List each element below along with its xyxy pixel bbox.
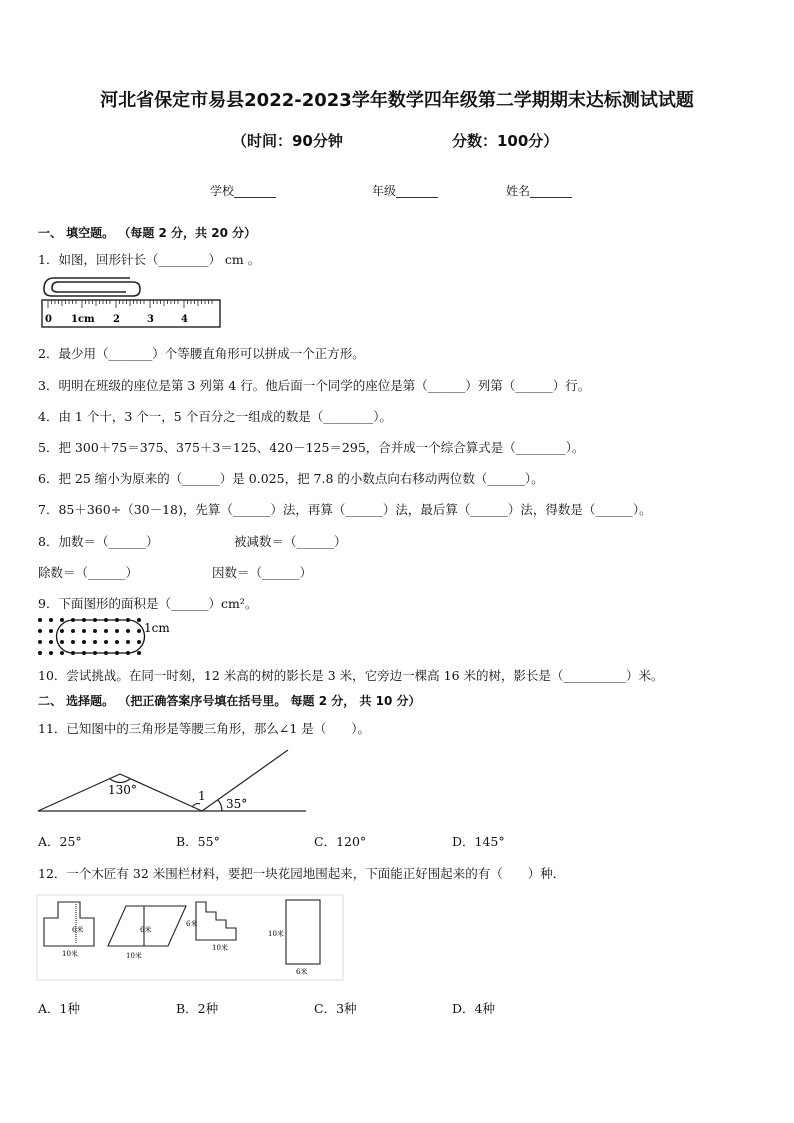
- option-12-c: C．3种: [314, 1001, 357, 1016]
- question-8-minuend: 被减数＝（______）: [234, 534, 347, 549]
- t-height-label: 6米: [72, 926, 84, 934]
- shape-staircase: [196, 902, 236, 940]
- grade-field: 年级_______: [372, 184, 439, 198]
- question-6: 6．把 25 缩小为原来的（______）是 0.025，把 7.8 的小数点向右移动两位数（______）。: [38, 471, 544, 486]
- question-11: 11．已知图中的三角形是等腰三角形，那么∠1 是（ ）。: [38, 721, 371, 736]
- top-angle-arc: [110, 779, 130, 783]
- stadium-shape: [57, 620, 145, 653]
- option-12-a: A．1种: [38, 1001, 80, 1016]
- dot-grid-figure: [36, 616, 186, 660]
- option-11-d: D．145°: [452, 834, 505, 849]
- question-10: 10．尝试挑战。在同一时刻，12 米高的树的影长是 3 米，它旁边一棵高 16 米的树，影长是（__________）米。: [38, 668, 664, 683]
- ruler-paperclip-figure: [38, 274, 228, 330]
- shape-t-polygon: [44, 902, 94, 946]
- question-7: 7．85＋360÷（30－18)，先算（______）法，再算（______）法，最后算（______）法，得数是（______）。: [38, 502, 652, 517]
- ruler-label-0: 0: [45, 314, 52, 325]
- ruler-label-1: 1cm: [71, 314, 95, 325]
- exam-title: 河北省保定市易县2022-2023学年数学四年级第二学期期末达标测试试题: [100, 90, 694, 111]
- stair-height-label: 6米: [186, 920, 198, 928]
- question-1: 1．如图，回形针长（________） cm 。: [38, 252, 261, 267]
- ruler-icon: [42, 300, 220, 327]
- t-width-label: 10米: [62, 950, 78, 958]
- exam-time: （时间：90分钟: [232, 132, 343, 150]
- para-height-label: 6米: [140, 926, 152, 934]
- question-12: 12．一个木匠有 32 米围栏材料，要把一块花园地围起来，下面能正好围起来的有（ ）种．: [38, 866, 566, 881]
- ruler-label-4: 4: [181, 314, 188, 325]
- question-8-divisor: 除数＝（______）: [38, 565, 139, 580]
- question-8-addend: 8．加数＝（______）: [38, 534, 159, 549]
- option-11-c: C．120°: [314, 834, 367, 849]
- exam-score: 分数：100分）: [452, 132, 559, 150]
- stair-width-label: 10米: [212, 944, 228, 952]
- section-2-heading: 二、 选择题。 （把正确答案序号填在括号里。 每题 2 分， 共 10 分）: [38, 694, 421, 708]
- rect-width-label: 6米: [296, 968, 308, 976]
- angle-35-label: 35°: [226, 797, 248, 811]
- question-4: 4．由 1 个十，3 个一，5 个百分之一组成的数是（________）。: [38, 409, 392, 424]
- ruler-label-2: 2: [113, 314, 120, 325]
- angle-1-label: 1: [198, 789, 206, 803]
- fence-shapes-figure: [36, 894, 346, 982]
- section-1-heading: 一、 填空题。 （每题 2 分，共 20 分）: [38, 226, 257, 240]
- triangle-angle-figure: [36, 748, 308, 814]
- para-width-label: 10米: [126, 952, 142, 960]
- option-11-a: A．25°: [38, 834, 82, 849]
- question-5: 5．把 300＋75＝375、375＋3＝125、420－125＝295，合并成一个综合算式是（________）。: [38, 440, 585, 455]
- ruler-label-3: 3: [147, 314, 154, 325]
- option-12-b: B．2种: [176, 1001, 219, 1016]
- angle-130-label: 130°: [108, 783, 137, 797]
- option-11-b: B．55°: [176, 834, 220, 849]
- name-field: 姓名_______: [506, 184, 573, 198]
- school-field: 学校_______: [210, 184, 277, 198]
- question-3: 3．明明在班级的座位是第 3 列第 4 行。他后面一个同学的座位是第（______）列第（______）行。: [38, 378, 591, 393]
- question-9: 9．下面图形的面积是（______）cm²。: [38, 596, 258, 611]
- shape-rectangle: [286, 900, 320, 964]
- grid-unit-label: 1cm: [144, 621, 170, 635]
- question-2: 2．最少用（_______）个等腰直角形可以拼成一个正方形。: [38, 346, 365, 361]
- rect-height-label: 10米: [268, 930, 284, 938]
- angle-1-arc: [192, 803, 200, 807]
- angle-35-arc: [218, 800, 222, 811]
- dot-grid: [38, 618, 141, 655]
- option-12-d: D．4种: [452, 1001, 495, 1016]
- paperclip-icon: [44, 278, 140, 296]
- question-8-factor: 因数＝（______）: [212, 565, 313, 580]
